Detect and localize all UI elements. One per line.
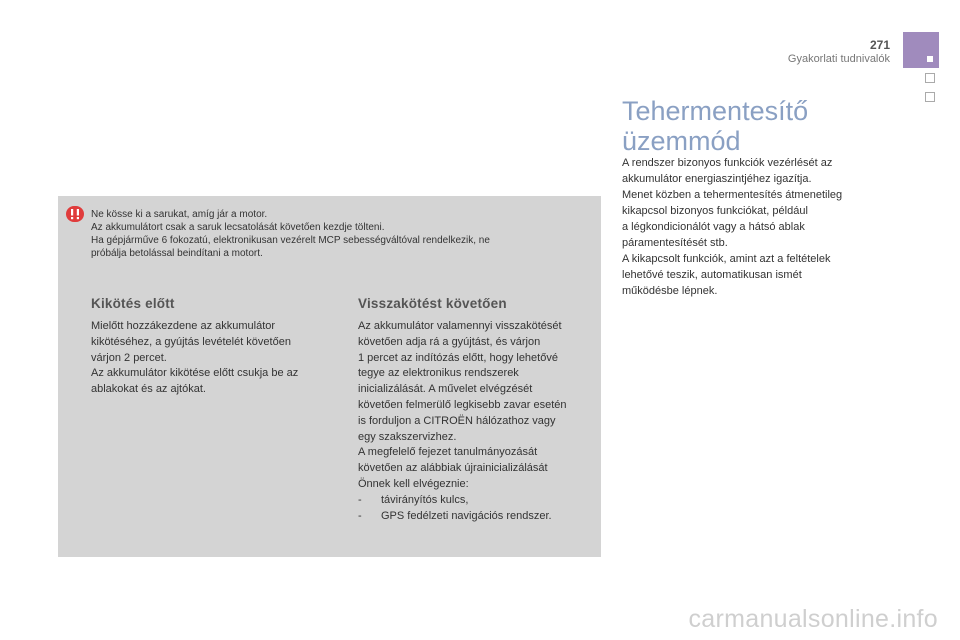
text-line: Önnek kell elvégeznie: — [358, 477, 469, 490]
text-line: működésbe lépnek. — [622, 285, 718, 297]
tab-marker — [927, 56, 933, 62]
text-line: egy szakszervizhez. — [358, 430, 457, 443]
section-name: Gyakorlati tudnivalók — [787, 53, 890, 65]
text-line: Ha gépjárműve 6 fokozatú, elektronikusan vezérelt MCP sebességváltóval rendelkezik, ne — [91, 235, 490, 246]
text-line: Menet közben a tehermentesítés átmenetileg — [622, 189, 843, 201]
text-line: ablakokat és az ajtókat. — [91, 383, 206, 396]
watermark: carmanualsonline.info — [688, 605, 938, 633]
bullet-dash: - — [358, 509, 362, 522]
section-tab-outline — [925, 73, 935, 83]
text-line: követően adja rá a gyújtást, és várjon — [358, 335, 541, 348]
list-item — [358, 509, 596, 525]
title-line: üzemmód — [622, 126, 741, 156]
text-line: várjon 2 percet. — [91, 351, 167, 364]
text-line: Az akkumulátor kikötése előtt csukja be az — [91, 367, 299, 380]
section-tab-outline — [925, 92, 935, 102]
text-line: Ne kösse ki a sarukat, amíg jár a motor. — [91, 209, 268, 220]
list-item-text: távirányítós kulcs, — [381, 493, 469, 506]
text-line: követően felmerülő legkisebb zavar esetén — [358, 398, 567, 411]
list-item-text: GPS fedélzeti navigációs rendszer. — [381, 509, 552, 522]
text-line: tegye az elektronikus rendszerek — [358, 367, 519, 380]
text-line: 1 percet az indítózás előtt, hogy lehetővé — [358, 351, 558, 364]
warning-text — [91, 208, 586, 260]
text-line: inicializálását. A művelet elvégzését — [358, 383, 533, 396]
text-line: lehetővé teszik, automatikusan ismét — [622, 269, 802, 281]
text-line: A megfelelő fejezet tanulmányozását — [358, 446, 538, 459]
section-tab-active — [903, 32, 939, 68]
text-line: A kikapcsolt funkciók, amint azt a feltételek — [622, 253, 831, 265]
text-line: is forduljon a CITROËN hálózathoz vagy — [358, 414, 556, 427]
text-line: akkumulátor energiaszintjéhez igazítja. — [622, 173, 812, 185]
intro-paragraph — [622, 155, 882, 299]
page-number: 271 — [869, 38, 890, 52]
text-line: követően az alábbiak újrainicializálását — [358, 462, 548, 475]
bullet-dash: - — [358, 493, 362, 506]
heading-after-reconnect: Visszakötést követően — [358, 296, 507, 311]
heading-before-disconnect: Kikötés előtt — [91, 296, 175, 311]
text-line: kikötéséhez, a gyújtás levételét követően — [91, 335, 291, 348]
list-item — [358, 493, 596, 509]
text-line: Az akkumulátor valamennyi visszakötését — [358, 320, 562, 332]
page-title — [622, 96, 922, 156]
before-disconnect-text — [91, 319, 336, 398]
text-line: a légkondicionálót vagy a hátsó ablak — [622, 221, 805, 233]
text-line: Mielőtt hozzákezdene az akkumulátor — [91, 320, 276, 332]
text-line: páramentesítését stb. — [622, 237, 728, 249]
after-reconnect-text — [358, 319, 596, 524]
text-line: Az akkumulátort csak a saruk lecsatolását követően kezdje tölteni. — [91, 222, 385, 233]
text-line: A rendszer bizonyos funkciók vezérlését az — [622, 157, 833, 169]
text-line: próbálja betolással beindítani a motort. — [91, 248, 263, 259]
text-line: kikapcsol bizonyos funkciókat, például — [622, 205, 808, 217]
warning-icon — [66, 206, 84, 222]
title-line: Tehermentesítő — [622, 96, 809, 126]
